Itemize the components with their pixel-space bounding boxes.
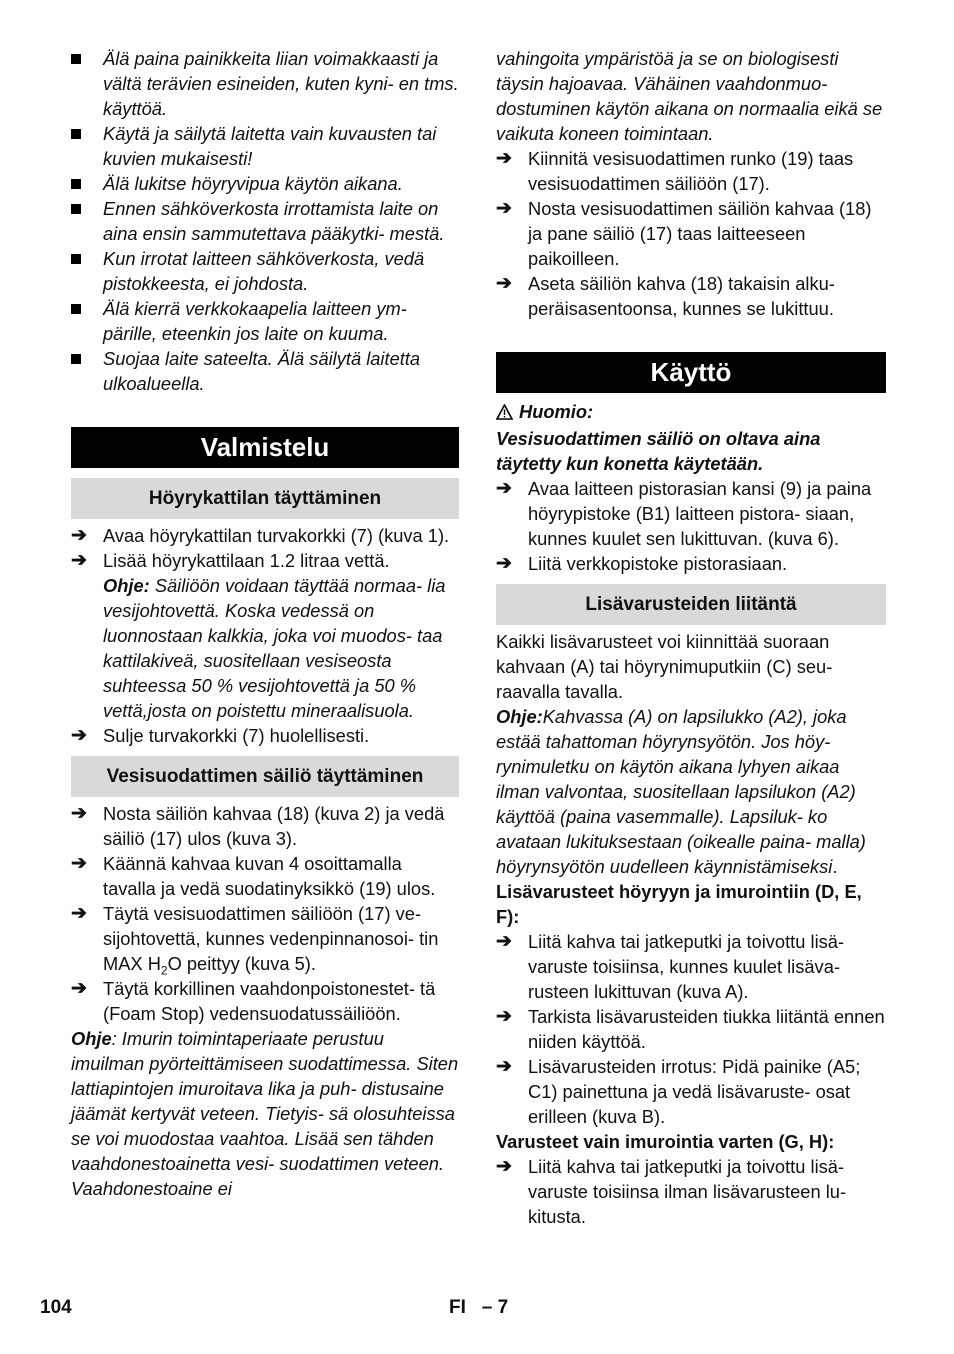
note [71, 1026, 459, 1201]
square-bullet-icon [71, 204, 81, 214]
safety-bullet [71, 346, 459, 396]
note-text: Kahvassa (A) on lapsilukko (A2), joka estää tahattoman höyrynsyötön. Jos höy- rynimuletku on käytön aikana lyhyen aikaa ilman valvontaa, suositellaan lapsilukon (A2) käyttöä (paina vasemmalle). Lapsiluk- ko avataan lukituksestaan (oikealle paina- malla) höyrynsyötön uudelleen käynnistämiseksi [496, 706, 866, 877]
safety-bullet [71, 246, 459, 296]
safety-bullet [71, 46, 459, 121]
bullet-text: Ennen sähköverkosta irrottamista laite on aina ensin sammutettava pääkytki- mestä. [103, 198, 445, 244]
instruction-step [71, 523, 459, 548]
note-text: : Imurin toimintaperiaate perustuu imuilman pyörteittämiseen suodattimessa. Siten lattiapintojen imuroitava lika ja puh- distusaine jäämät kertyvät veteen. Tietyis- sä olosuhteissa se voi muodostaa vaahtoa. Lisää sen tähden vaahdonestoainetta vesi- suodattimen veteen. Vaahdonestoaine ei [71, 1028, 459, 1199]
safety-bullet [71, 296, 459, 346]
square-bullet-icon [71, 254, 81, 264]
right-column [496, 46, 886, 1229]
square-bullet-icon [71, 129, 81, 139]
note-label: Ohje: [103, 575, 150, 596]
instruction-step [71, 851, 459, 901]
bullet-text: Suojaa laite sateelta. Älä säilytä laitetta ulkoalueella. [103, 348, 421, 394]
note-continuation: vahingoita ympäristöä ja se on biologisesti täysin hajoavaa. Vähäinen vaahdonmuo- dostuminen käytön aikana on normaalia eikä se vaikuta koneen toimintaan. [496, 48, 883, 144]
square-bullet-icon [71, 54, 81, 64]
safety-bullet [71, 121, 459, 171]
arrow-right-icon: ➔ [71, 978, 87, 999]
arrow-right-icon: ➔ [71, 803, 87, 824]
step-text: Lisävarusteiden irrotus: Pidä painike (A5; C1) painettuna ja vedä lisävaruste- osat erilleen (kuva B). [528, 1056, 861, 1127]
subscript: 2 [160, 963, 168, 978]
arrow-right-icon: ➔ [496, 1156, 512, 1177]
step-text: Lisää höyrykattilaan 1.2 litraa vettä. [103, 550, 390, 571]
warning-triangle-icon [496, 401, 513, 426]
step-text: Aseta säiliön kahva (18) takaisin alku- peräisasentoonsa, kunnes se lukittuu. [528, 273, 835, 319]
step-text: Sulje turvakorkki (7) huolellisesti. [103, 725, 370, 746]
arrow-right-icon: ➔ [496, 553, 512, 574]
warning-text: Vesisuodattimen säiliö on oltava aina täytetty kun konetta käytetään. [496, 428, 821, 474]
note-label: Ohje: [496, 706, 543, 727]
instruction-step [71, 548, 459, 573]
safety-bullet [71, 171, 459, 196]
instruction-step [496, 196, 886, 271]
arrow-right-icon: ➔ [71, 903, 87, 924]
step-text-part: O peittyy (kuva 5). [167, 953, 316, 974]
arrow-right-icon: ➔ [496, 931, 512, 952]
step-text: Liitä kahva tai jatkeputki ja toivottu lisä- varuste toisiinsa, kunnes kuulet lisäva- rusteen lukittuvan (kuva A). [528, 931, 845, 1002]
square-bullet-icon [71, 354, 81, 364]
warning [496, 399, 886, 476]
arrow-right-icon: ➔ [496, 198, 512, 219]
step-text [103, 903, 439, 978]
instruction-step [71, 901, 459, 976]
accessories-heading-vacuum: Varusteet vain imurointia varten (G, H): [496, 1131, 835, 1152]
bullet-text: Älä kierrä verkkokaapelia laitteen ym- pärille, eteenkin jos laite on kuuma. [103, 298, 407, 344]
bullet-text: Käytä ja säilytä laitetta vain kuvausten tai kuvien mukaisesti! [103, 123, 437, 169]
bullet-text: Älä lukitse höyryvipua käytön aikana. [103, 173, 403, 194]
bullet-text: Älä paina painikkeita liian voimakkaasti ja vältä terävien esineiden, kuten kyni- en tms. käyttöä. [103, 48, 459, 119]
arrow-right-icon: ➔ [496, 1006, 512, 1027]
note-text: Säiliöön voidaan täyttää normaa- lia vesijohtovettä. Koska vedessä on luonnostaan kalkkia, joka voi muodos- taa kattilakiveä, suositellaan vesiseosta suhteessa 50 % vesijohtovettä ja 50 % vettä,josta on poistettu mineraalisuola. [103, 575, 446, 721]
note-label: Ohje [71, 1028, 112, 1049]
step-text: Avaa höyrykattilan turvakorkki (7) (kuva 1). [103, 525, 450, 546]
safety-bullet [71, 196, 459, 246]
step-text: Täytä korkillinen vaahdonpoistonestet- tä (Foam Stop) vedensuodatussäiliöön. [103, 978, 436, 1024]
bullet-text: Kun irrotat laitteen sähköverkosta, vedä pistokkeesta, ei johdosta. [103, 248, 425, 294]
left-column [71, 46, 459, 1201]
instruction-step [496, 1004, 886, 1054]
instruction-step [496, 1154, 886, 1229]
arrow-right-icon: ➔ [496, 478, 512, 499]
step-text: Tarkista lisävarusteiden tiukka liitäntä ennen niiden käyttöä. [528, 1006, 885, 1052]
note [496, 704, 886, 879]
arrow-right-icon: ➔ [71, 550, 87, 571]
language-page-label: FI – 7 [449, 1297, 509, 1318]
step-text: Liitä kahva tai jatkeputki ja toivottu lisä- varuste toisiinsa ilman lisävarusteen lu- kitusta. [528, 1156, 847, 1227]
section-heading-kaytto: Käyttö [496, 352, 886, 393]
arrow-right-icon: ➔ [71, 525, 87, 546]
step-text: Nosta vesisuodattimen säiliön kahvaa (18) ja pane säiliö (17) taas laitteeseen paikoilleen. [528, 198, 872, 269]
accessories-heading-steam: Lisävarusteet höyryyn ja imurointiin (D, E, F): [496, 881, 862, 927]
step-text: Käännä kahvaa kuvan 4 osoittamalla tavalla ja vedä suodatinyksikkö (19) ulos. [103, 853, 436, 899]
arrow-right-icon: ➔ [496, 148, 512, 169]
step-text: Avaa laitteen pistorasian kansi (9) ja paina höyrypistoke (B1) laitteen pistora- siaan, kunnes kuulet sen lukittuvan. (kuva 6). [528, 478, 872, 549]
accessories-intro: Kaikki lisävarusteet voi kiinnittää suoraan kahvaan (A) tai höyrynimuputkiin (C) seu- raavalla tavalla. [496, 631, 833, 702]
arrow-right-icon: ➔ [496, 273, 512, 294]
page-number: 104 [40, 1297, 72, 1318]
instruction-step [496, 929, 886, 1004]
instruction-step [496, 476, 886, 551]
note-end: . [832, 856, 838, 877]
square-bullet-icon [71, 179, 81, 189]
step-text: Kiinnitä vesisuodattimen runko (19) taas vesisuodattimen säiliöön (17). [528, 148, 854, 194]
instruction-step [71, 976, 459, 1026]
instruction-step [496, 146, 886, 196]
subsection-heading-water-filter: Vesisuodattimen säiliö täyttäminen [71, 756, 459, 797]
subsection-heading-boiler: Höyrykattilan täyttäminen [71, 478, 459, 519]
step-text-part: Täytä vesisuodattimen säiliöön (17) ve- sijohtovettä, kunnes vedenpinnanosoi- tin MAX H [103, 903, 439, 974]
instruction-step [496, 1054, 886, 1129]
warning-label: Huomio: [519, 401, 594, 422]
instruction-step [71, 801, 459, 851]
arrow-right-icon: ➔ [71, 725, 87, 746]
instruction-step [496, 551, 886, 576]
subsection-heading-accessories: Lisävarusteiden liitäntä [496, 584, 886, 625]
instruction-step [71, 723, 459, 748]
arrow-right-icon: ➔ [71, 853, 87, 874]
step-text: Liitä verkkopistoke pistorasiaan. [528, 553, 788, 574]
square-bullet-icon [71, 304, 81, 314]
section-heading-valmistelu: Valmistelu [71, 427, 459, 468]
arrow-right-icon: ➔ [496, 1056, 512, 1077]
step-text: Nosta säiliön kahvaa (18) (kuva 2) ja vedä säiliö (17) ulos (kuva 3). [103, 803, 445, 849]
note [71, 573, 459, 723]
instruction-step [496, 271, 886, 321]
